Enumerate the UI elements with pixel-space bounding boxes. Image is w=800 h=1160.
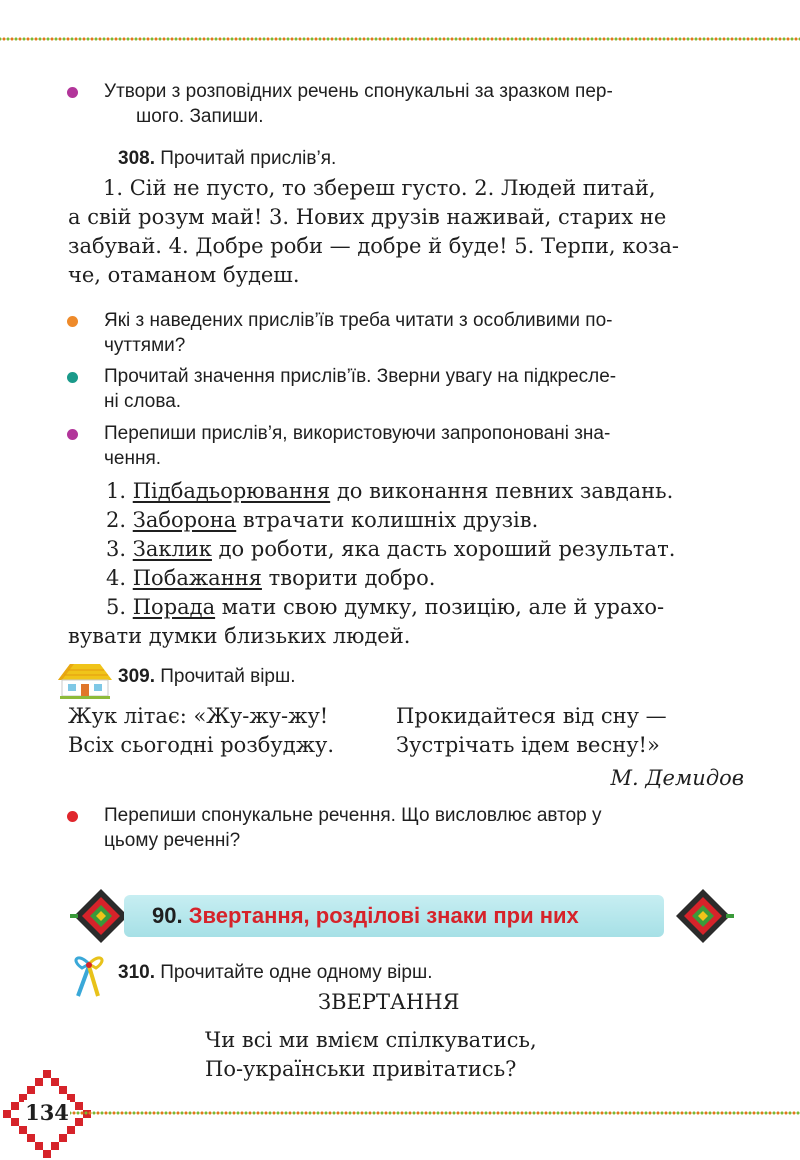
poem-author: М. Демидов	[610, 766, 744, 790]
task-line: чення.	[104, 448, 162, 469]
meaning-number: 2.	[106, 508, 127, 532]
task-line: цьому реченні?	[104, 830, 241, 851]
proverbs-line: 1. Сій не пусто, то збереш густо. 2. Людей питай,	[103, 176, 656, 200]
embroidery-ornament-right-icon	[672, 885, 734, 947]
proverbs-line: а свій розум май! 3. Нових друзів наживай, старих не	[68, 205, 667, 229]
exercise-number: 309.	[118, 666, 155, 687]
meaning-number: 5.	[106, 595, 127, 619]
bullet-purple	[67, 87, 78, 98]
task-text	[104, 803, 744, 853]
poem-line: По-українськи привітатись?	[205, 1057, 517, 1081]
poem-line: Зустрічать ідем весну!»	[396, 733, 660, 757]
section-number: 90.	[152, 903, 183, 928]
meaning-rest: творити добро.	[268, 566, 436, 590]
meaning-number: 4.	[106, 566, 127, 590]
meaning-number: 3.	[106, 537, 127, 561]
house-icon	[50, 660, 120, 700]
meaning-item	[106, 506, 538, 535]
bottom-dotted-border	[70, 1110, 800, 1116]
proverbs-line: забувай. 4. Добре роби — добре й буде! 5. Терпи, коза-	[68, 234, 680, 258]
proverbs-line: че, отаманом будеш.	[68, 263, 300, 287]
task-line: ні слова.	[104, 391, 182, 412]
poem-title: ЗВЕРТАННЯ	[318, 990, 460, 1014]
section-title-text: Звертання, розділові знаки при них	[188, 903, 579, 928]
task-text	[104, 79, 744, 129]
task-line: Перепиши прислів’я, використовуючи запропоновані зна-	[104, 423, 611, 444]
meaning-underlined-word: Заборона	[132, 508, 237, 532]
poem-310	[0, 988, 800, 1088]
meaning-number: 1.	[106, 479, 127, 503]
meaning-underlined-word: Заклик	[132, 537, 212, 561]
bullet-orange	[67, 316, 78, 327]
exercise-308-heading	[118, 146, 336, 171]
meaning-rest: до роботи, яка дасть хороший результат.	[218, 537, 676, 561]
top-dotted-border	[0, 36, 800, 42]
embroidery-ornament-left-icon	[70, 885, 132, 947]
poem-line: Жук літає: «Жу-жу-жу!	[68, 704, 329, 728]
poem-line: Чи всі ми вмієм спілкуватись,	[205, 1028, 537, 1052]
meaning-item	[106, 477, 673, 506]
poem-line: Прокидайтеся від сну —	[396, 704, 667, 728]
exercise-310-heading	[118, 960, 432, 985]
task-text	[104, 308, 744, 358]
task-line: Які з наведених прислів’їв треба читати з особливими по-	[104, 310, 613, 331]
poem-309	[68, 702, 758, 802]
exercise-number: 310.	[118, 962, 155, 983]
meaning-underlined-word: Порада	[132, 595, 216, 619]
bullet-teal	[67, 372, 78, 383]
exercise-number: 308.	[118, 148, 155, 169]
task-line: чуттями?	[104, 335, 186, 356]
page-number: 134	[25, 1100, 69, 1125]
exercise-instruction: Прочитай прислів’я.	[160, 148, 337, 169]
meaning-item	[106, 593, 664, 622]
task-text	[104, 364, 744, 414]
meaning-rest: до виконання певних завдань.	[336, 479, 674, 503]
exercise-instruction: Прочитай вірш.	[160, 666, 296, 687]
meaning-rest: втрачати колишніх друзів.	[242, 508, 539, 532]
meaning-underlined-word: Підбадьорювання	[132, 479, 331, 503]
task-line: Прочитай значення прислів’їв. Зверни увагу на підкресле-	[104, 366, 617, 387]
poem-line: Всіх сьогодні розбуджу.	[68, 733, 335, 757]
meaning-item	[106, 535, 675, 564]
task-line: Перепиши спонукальне речення. Що висловлює автор у	[104, 805, 602, 826]
task-line: Утвори з розповідних речень спонукальні за зразком пер-	[104, 81, 613, 102]
meaning-underlined-word: Побажання	[132, 566, 262, 590]
exercise-instruction: Прочитайте одне одному вірш.	[160, 962, 433, 983]
meaning-item	[106, 564, 435, 593]
meaning-continuation: вувати думки близьких людей.	[68, 624, 411, 648]
task-line: шого. Запиши.	[136, 106, 264, 127]
bullet-purple	[67, 429, 78, 440]
section-title	[152, 902, 579, 930]
task-text	[104, 421, 744, 471]
bullet-red	[67, 811, 78, 822]
exercise-309-heading	[118, 664, 296, 689]
meaning-rest: мати свою думку, позицію, але й урахо-	[221, 595, 665, 619]
